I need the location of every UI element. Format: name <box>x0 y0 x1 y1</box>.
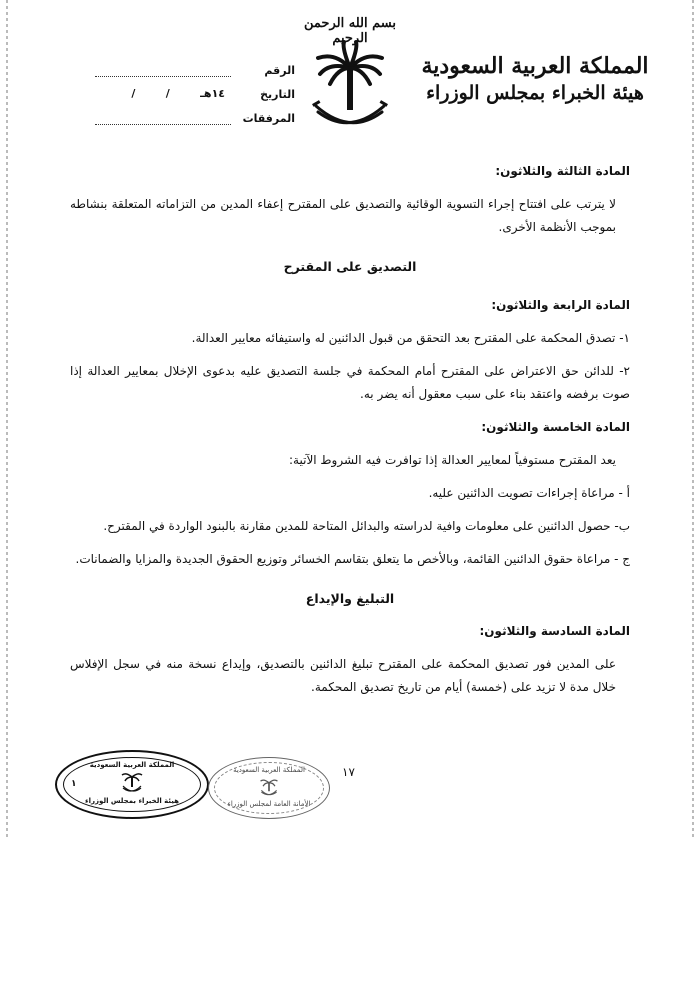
scan-edge-left <box>6 0 8 840</box>
authority-seal-stamp <box>55 750 209 819</box>
seal-left-number: ١ <box>71 779 77 789</box>
ref-value-line <box>95 64 231 77</box>
article-34-title: المادة الرابعة والثلاثون: <box>491 298 630 312</box>
palm-swords-emblem-icon <box>300 40 400 135</box>
date-suffix: ١٤هـ <box>200 87 225 100</box>
seal-left-bottom-text: هيئة الخبراء بمجلس الوزراء <box>85 797 179 805</box>
seal-mid-top-text: المملكة العربية السعودية <box>233 766 305 774</box>
basmala: بسم الله الرحمن الرحيم <box>304 16 396 46</box>
article-36-title: المادة السادسة والثلاثون: <box>479 624 630 638</box>
article-35-title: المادة الخامسة والثلاثون: <box>481 420 630 434</box>
kingdom-heading <box>410 52 660 106</box>
seal-mid-bottom-text: الأمانة العامة لمجلس الوزراء <box>227 800 311 808</box>
article-33-title: المادة الثالثة والثلاثون: <box>495 164 630 178</box>
section-ratification: التصديق على المقترح <box>283 259 417 274</box>
article-35-item-b: ب- حصول الدائنين على معلومات وافية لدراسته والبدائل المتاحة للمدين مقارنة بالبنود الواردة في المقترح. <box>103 519 630 533</box>
article-33-text: لا يترتب على افتتاح إجراء التسوية الوقائية والتصديق على المقترح إعفاء المدين من التزاماته المتعلقة بنشاطه بموجب الأنظمة الأخرى. <box>70 197 616 234</box>
date-label: التاريخ <box>260 87 295 101</box>
date-row <box>95 82 295 106</box>
attachments-row <box>95 106 295 130</box>
document-body <box>70 160 630 699</box>
article-35-item-c: ج - مراعاة حقوق الدائنين القائمة، وبالأخص ما يتعلق بتقاسم الخسائر وتوزيع الحقوق الجديدة والمزايا والضمانات. <box>75 552 630 566</box>
attachments-value-line <box>95 112 231 125</box>
authority-name: هيئة الخبراء بمجلس الوزراء <box>426 82 644 104</box>
reference-block <box>95 58 295 130</box>
ref-label: الرقم <box>264 63 295 77</box>
article-34-item-1: ١- تصدق المحكمة على المقترح بعد التحقق من قبول الدائنين له واستيفائه معايير العدالة. <box>191 331 630 345</box>
seal-mid-emblem-icon <box>258 776 280 798</box>
section-notification: التبليغ والإيداع <box>305 591 395 606</box>
kingdom-name: المملكة العربية السعودية <box>421 53 649 79</box>
seal-left-top-text: المملكة العربية السعودية <box>89 761 175 769</box>
seal-emblem-icon <box>119 769 145 795</box>
scan-edge-right <box>692 0 694 840</box>
article-35-intro: يعد المقترح مستوفياً لمعايير العدالة إذا توافرت فيه الشروط الآتية: <box>289 453 616 467</box>
secretariat-seal-stamp <box>208 757 330 819</box>
date-value-line: ١٤هـ / / <box>131 87 225 100</box>
article-36-text: على المدين فور تصديق المحكمة على المقترح تبليغ الدائنين بالتصديق، وإيداع نسخة منه في سجل الإفلاس خلال مدة لا تزيد على (خمسة) أيام من تاريخ تصديق المحكمة. <box>70 657 616 694</box>
page-number: ١٧ <box>342 765 355 779</box>
article-34-item-2: ٢- للدائن حق الاعتراض على المقترح أمام المحكمة في جلسة التصديق عليه بدعوى الإخلال بمعايير العدالة إذا صوت برفضه واعتقد بناء على سبب معقول أنه يضر به. <box>70 364 630 401</box>
ref-row <box>95 58 295 82</box>
attachments-label: المرفقات <box>242 111 295 125</box>
article-35-item-a: أ - مراعاة إجراءات تصويت الدائنين عليه. <box>428 486 630 500</box>
